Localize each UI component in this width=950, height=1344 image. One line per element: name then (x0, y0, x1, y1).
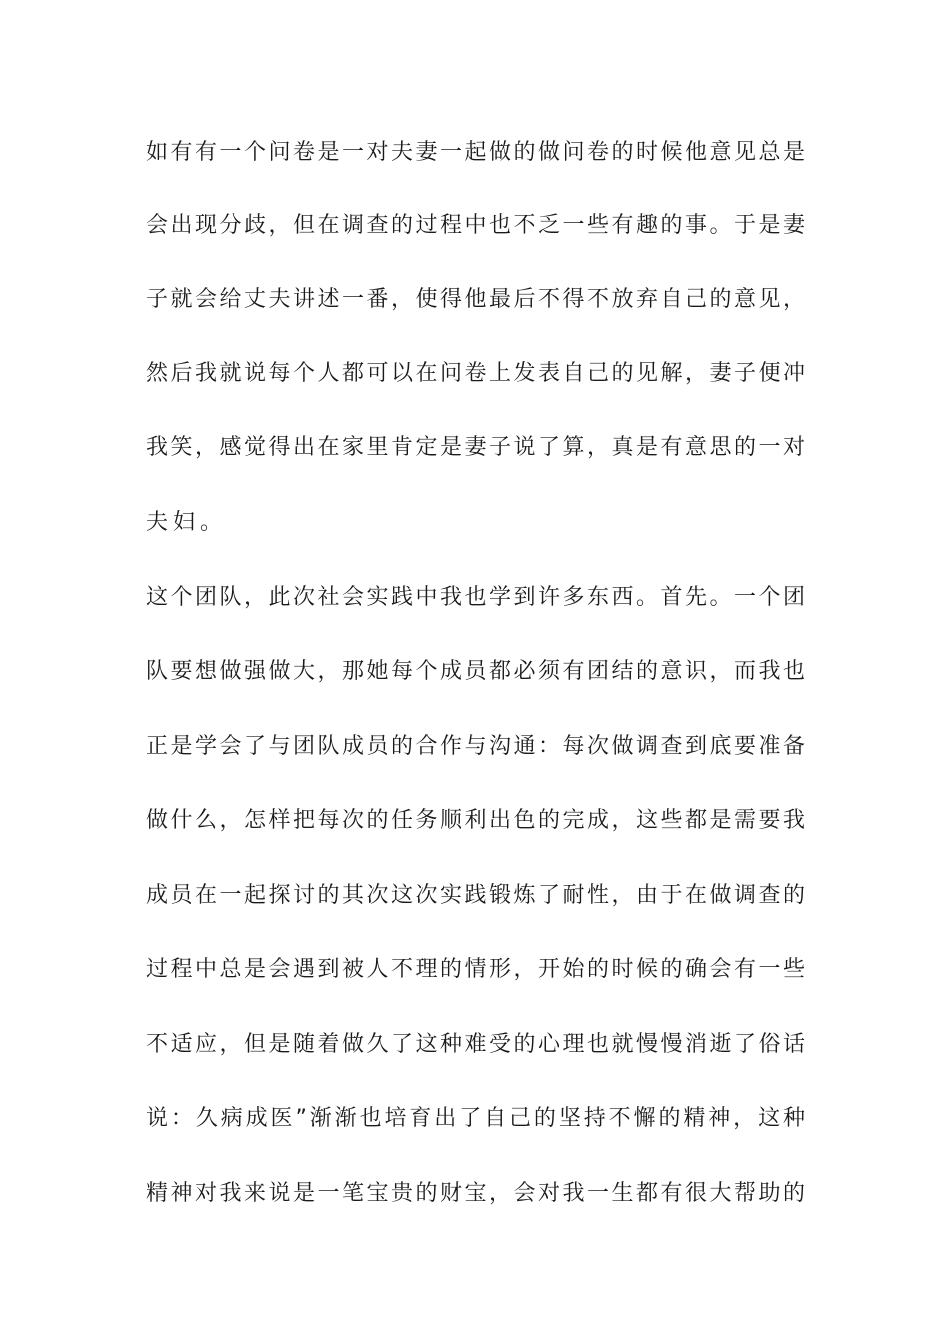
text-line: 然后我就说每个人都可以在问卷上发表自己的见解，妻子便冲 (146, 361, 806, 386)
text-line: 子就会给丈夫讲述一番，使得他最后不得不放弃自己的意见， (146, 287, 806, 312)
text-line: 过程中总是会遇到被人不理的情形，开始的时候的确会有一些 (146, 957, 806, 982)
text-line: 夫妇。 (146, 510, 228, 535)
text-line: 这个团队，此次社会实践中我也学到许多东西。首先。一个团 (146, 585, 806, 610)
text-line: 不适应，但是随着做久了这种难受的心理也就慢慢消逝了俗话 (146, 1032, 806, 1057)
text-line: 成员在一起探讨的其次这次实践锻炼了耐性，由于在做调查的 (146, 883, 806, 908)
text-line: 如有有一个问卷是一对夫妻一起做的做问卷的时候他意见总是 (146, 140, 806, 165)
text-line: 说：久病成医”渐渐也培育出了自己的坚持不懈的精神，这种 (146, 1106, 806, 1131)
text-line: 正是学会了与团队成员的合作与沟通：每次做调查到底要准备 (146, 734, 806, 759)
text-line: 会出现分歧，但在调查的过程中也不乏一些有趣的事。于是妻 (146, 213, 806, 238)
text-line: 我笑，感觉得出在家里肯定是妻子说了算，真是有意思的一对 (146, 435, 806, 460)
text-line: 队要想做强做大，那她每个成员都必须有团结的意识，而我也 (146, 659, 806, 684)
text-line: 精神对我来说是一笔宝贵的财宝，会对我一生都有很大帮助的 (146, 1181, 806, 1206)
text-line: 做什么，怎样把每次的任务顺利出色的完成，这些都是需要我 (146, 808, 806, 833)
